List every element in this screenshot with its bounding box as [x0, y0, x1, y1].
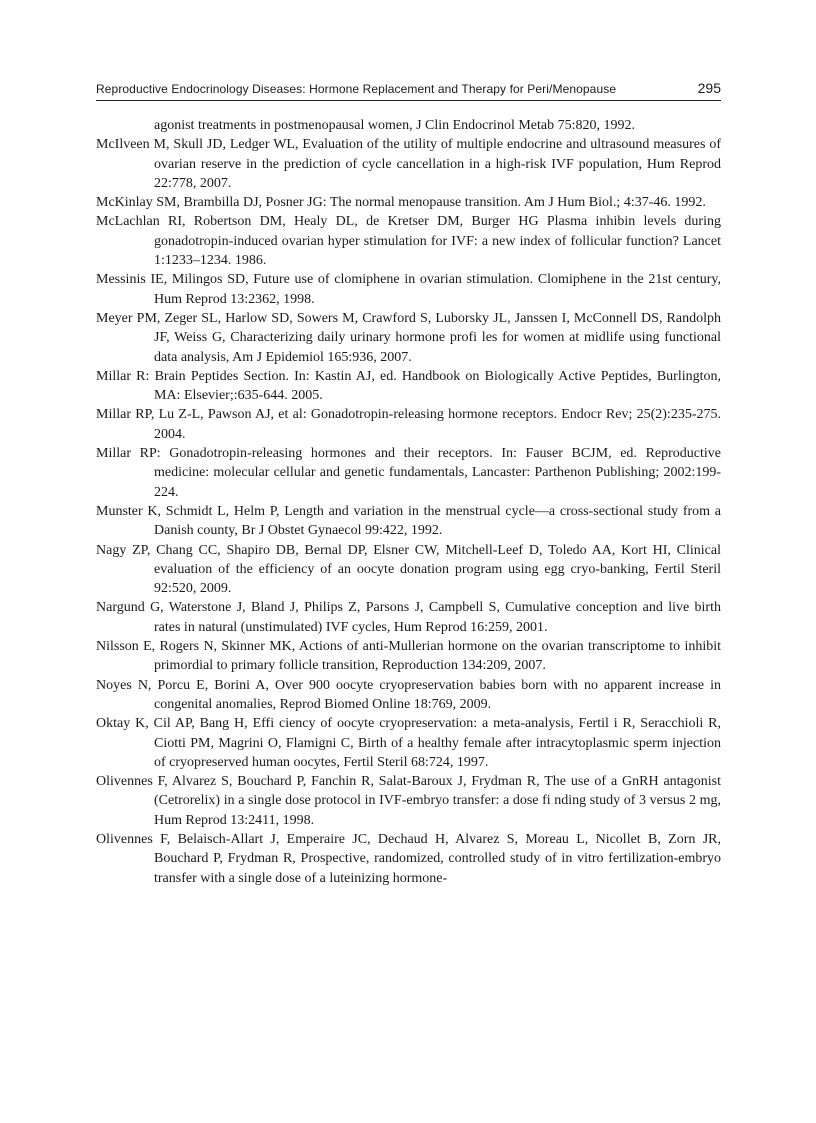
reference-entry-continued: agonist treatments in postmenopausal women, J Clin Endocrinol Metab 75:820, 1992. — [154, 118, 635, 133]
reference-list — [96, 116, 721, 888]
reference-entry: Noyes N, Porcu E, Borini A, Over 900 oocyte cryopreservation babies born with no apparent increase in congenital anomalies, Reprod Biomed Online 18:769, 2009. — [96, 677, 721, 712]
reference-entry: McIlveen M, Skull JD, Ledger WL, Evaluation of the utility of multiple endocrine and ultrasound measures of ovarian reserve in the prediction of cycle cancellation in a high-risk IVF population, Hum Reprod 22:778, 2007. — [96, 137, 721, 191]
reference-entry: Nargund G, Waterstone J, Bland J, Philips Z, Parsons J, Campbell S, Cumulative conception and live birth rates in natural (unstimulated) IVF cycles, Hum Reprod 16:259, 2001. — [96, 600, 721, 635]
reference-entry: McLachlan RI, Robertson DM, Healy DL, de Kretser DM, Burger HG Plasma inhibin levels during gonadotropin-induced ovarian hyper stimulation for IVF: a new index of follicular function? Lancet 1:1233–1234. 1986. — [96, 214, 721, 269]
page-number: 295 — [697, 80, 721, 96]
reference-entry: McKinlay SM, Brambilla DJ, Posner JG: The normal menopause transition. Am J Hum Biol.; 4:37-46. 1992. — [96, 195, 706, 211]
reference-entry: Nagy ZP, Chang CC, Shapiro DB, Bernal DP, Elsner CW, Mitchell-Leef D, Toledo AA, Kort HI, Clinical evaluation of the efficiency of an oocyte donation program using egg cryo-banking, Fertil Steril 92:520, 2009. — [96, 542, 721, 597]
reference-entry: Millar R: Brain Peptides Section. In: Kastin AJ, ed. Handbook on Biologically Active Peptides, Burlington, MA: Elsevier;:635-644. 2005. — [96, 368, 721, 404]
reference-entry: Olivennes F, Alvarez S, Bouchard P, Fanchin R, Salat-Baroux J, Frydman R, The use of a GnRH antagonist (Cetrorelix) in a single dose protocol in IVF-embryo transfer: a dose fi nding study of 3 versus 2 mg, Hum Reprod 13:2411, 1998. — [96, 774, 721, 828]
reference-entry: Millar RP, Lu Z-L, Pawson AJ, et al: Gonadotropin-releasing hormone receptors. Endocr Rev; 25(2):235-275. 2004. — [96, 407, 721, 442]
reference-entry: Munster K, Schmidt L, Helm P, Length and variation in the menstrual cycle—a cross-sectional study from a Danish county, Br J Obstet Gynaecol 99:422, 1992. — [96, 503, 721, 539]
reference-entry: Nilsson E, Rogers N, Skinner MK, Actions of anti-Mullerian hormone on the ovarian transcriptome to inhibit primordial to primary follicle transition, Reproduction 134:209, 2007. — [96, 639, 721, 674]
reference-entry: Meyer PM, Zeger SL, Harlow SD, Sowers M, Crawford S, Luborsky JL, Janssen I, McConnell DS, Randolph JF, Weiss G, Characterizing daily urinary hormone profi les for women at midlife using functional data analysis, Am J Epidemiol 165:936, 2007. — [96, 310, 721, 365]
reference-entry: Messinis IE, Milingos SD, Future use of clomiphene in ovarian stimulation. Clomiphene in the 21st century, Hum Reprod 13:2362, 1998. — [96, 272, 721, 307]
reference-entry: Olivennes F, Belaisch-Allart J, Emperaire JC, Dechaud H, Alvarez S, Moreau L, Nicollet B, Zorn JR, Bouchard P, Frydman R, Prospective, randomized, controlled study of in vitro fertilization-embryo transfer with a single dose of a luteinizing hormone- — [96, 831, 721, 886]
running-title: Reproductive Endocrinology Diseases: Hormone Replacement and Therapy for Peri/Menopause — [96, 82, 617, 96]
running-header — [96, 80, 721, 101]
reference-entry: Millar RP: Gonadotropin-releasing hormones and their receptors. In: Fauser BCJM, ed. Reproductive medicine: molecular cellular and genetic fundamentals, Lancaster: Parthenon Publishing; 2002:199-224. — [96, 446, 721, 500]
reference-entry: Oktay K, Cil AP, Bang H, Effi ciency of oocyte cryopreservation: a meta-analysis, Fertil i R, Seracchioli R, Ciotti PM, Magrini O, Flamigni C, Birth of a healthy female after intracytoplasmic sperm injection of cryopreserved human oocytes, Fertil Steril 68:724, 1997. — [96, 716, 721, 770]
